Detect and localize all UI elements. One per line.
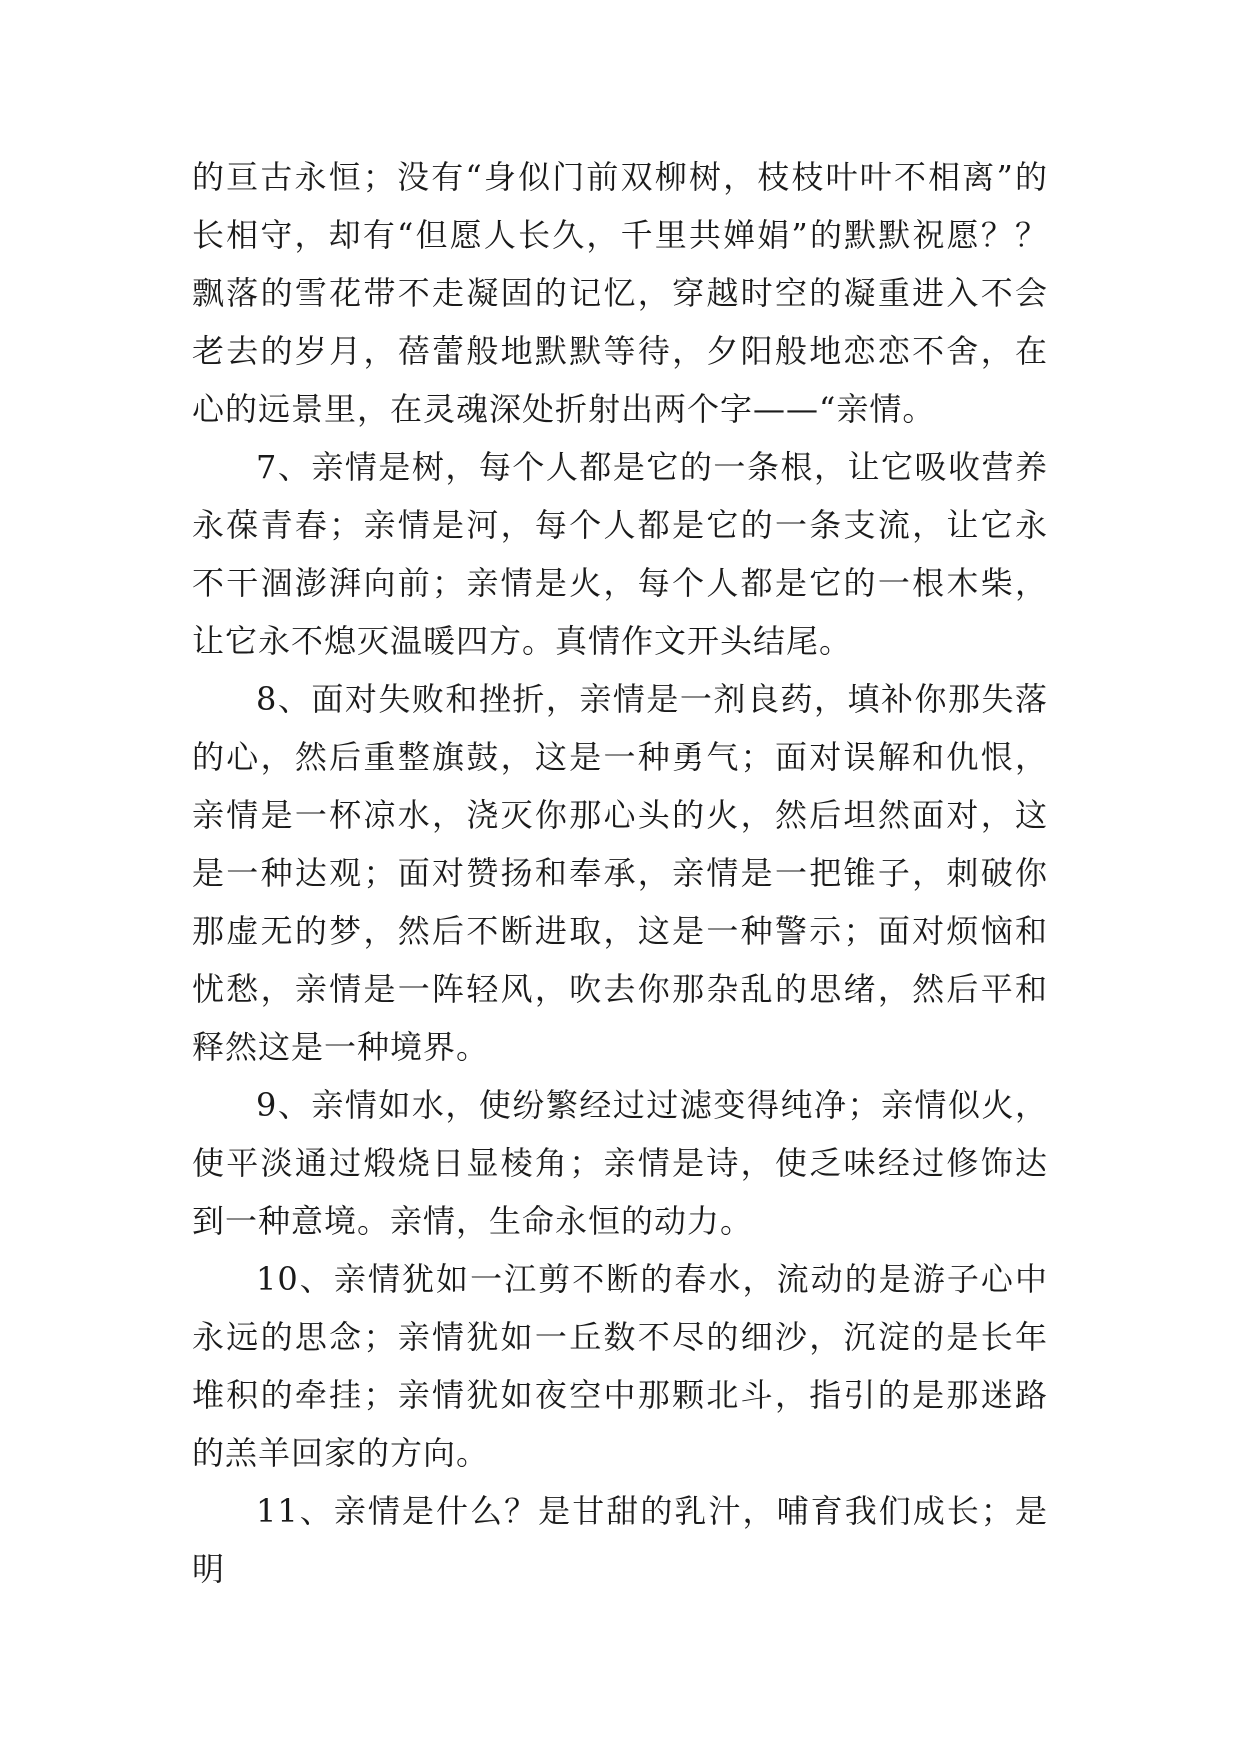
paragraph-item-8: 8、面对失败和挫折，亲情是一剂良药，填补你那失落的心，然后重整旗鼓，这是一种勇气；面对误解和仇恨，亲情是一杯凉水，浇灭你那心头的火，然后坦然面对，这是一种达观；面对赞扬和奉承，亲情是一把锥子，刺破你那虚无的梦，然后不断进取，这是一种警示；面对烦恼和忧愁，亲情是一阵轻风，吹去你那杂乱的思绪，然后平和释然这是一种境界。 xyxy=(192,680,1048,1066)
paragraph-item-9: 9、亲情如水，使纷繁经过过滤变得纯净；亲情似火，使平淡通过煅烧日显棱角；亲情是诗，使乏味经过修饰达到一种意境。亲情，生命永恒的动力。 xyxy=(192,1086,1048,1240)
paragraph-item-11: 11、亲情是什么？是甘甜的乳汁，哺育我们成长；是明 xyxy=(192,1492,1048,1588)
paragraph-continuation: 的亘古永恒；没有“身似门前双柳树，枝枝叶叶不相离”的长相守，却有“但愿人长久，千里共婵娟”的默默祝愿？？飘落的雪花带不走凝固的记忆，穿越时空的凝重进入不会老去的岁月，蓓蕾般地默默等待，夕阳般地恋恋不舍，在心的远景里，在灵魂深处折射出两个字——“亲情。 xyxy=(192,158,1048,428)
document-page xyxy=(192,148,1048,1598)
paragraph-item-10: 10、亲情犹如一江剪不断的春水，流动的是游子心中永远的思念；亲情犹如一丘数不尽的细沙，沉淀的是长年堆积的牵挂；亲情犹如夜空中那颗北斗，指引的是那迷路的羔羊回家的方向。 xyxy=(192,1260,1048,1472)
paragraph-item-7: 7、亲情是树，每个人都是它的一条根，让它吸收营养永葆青春；亲情是河，每个人都是它的一条支流，让它永不干涸澎湃向前；亲情是火，每个人都是它的一根木柴，让它永不熄灭温暖四方。真情作文开头结尾。 xyxy=(192,448,1048,660)
